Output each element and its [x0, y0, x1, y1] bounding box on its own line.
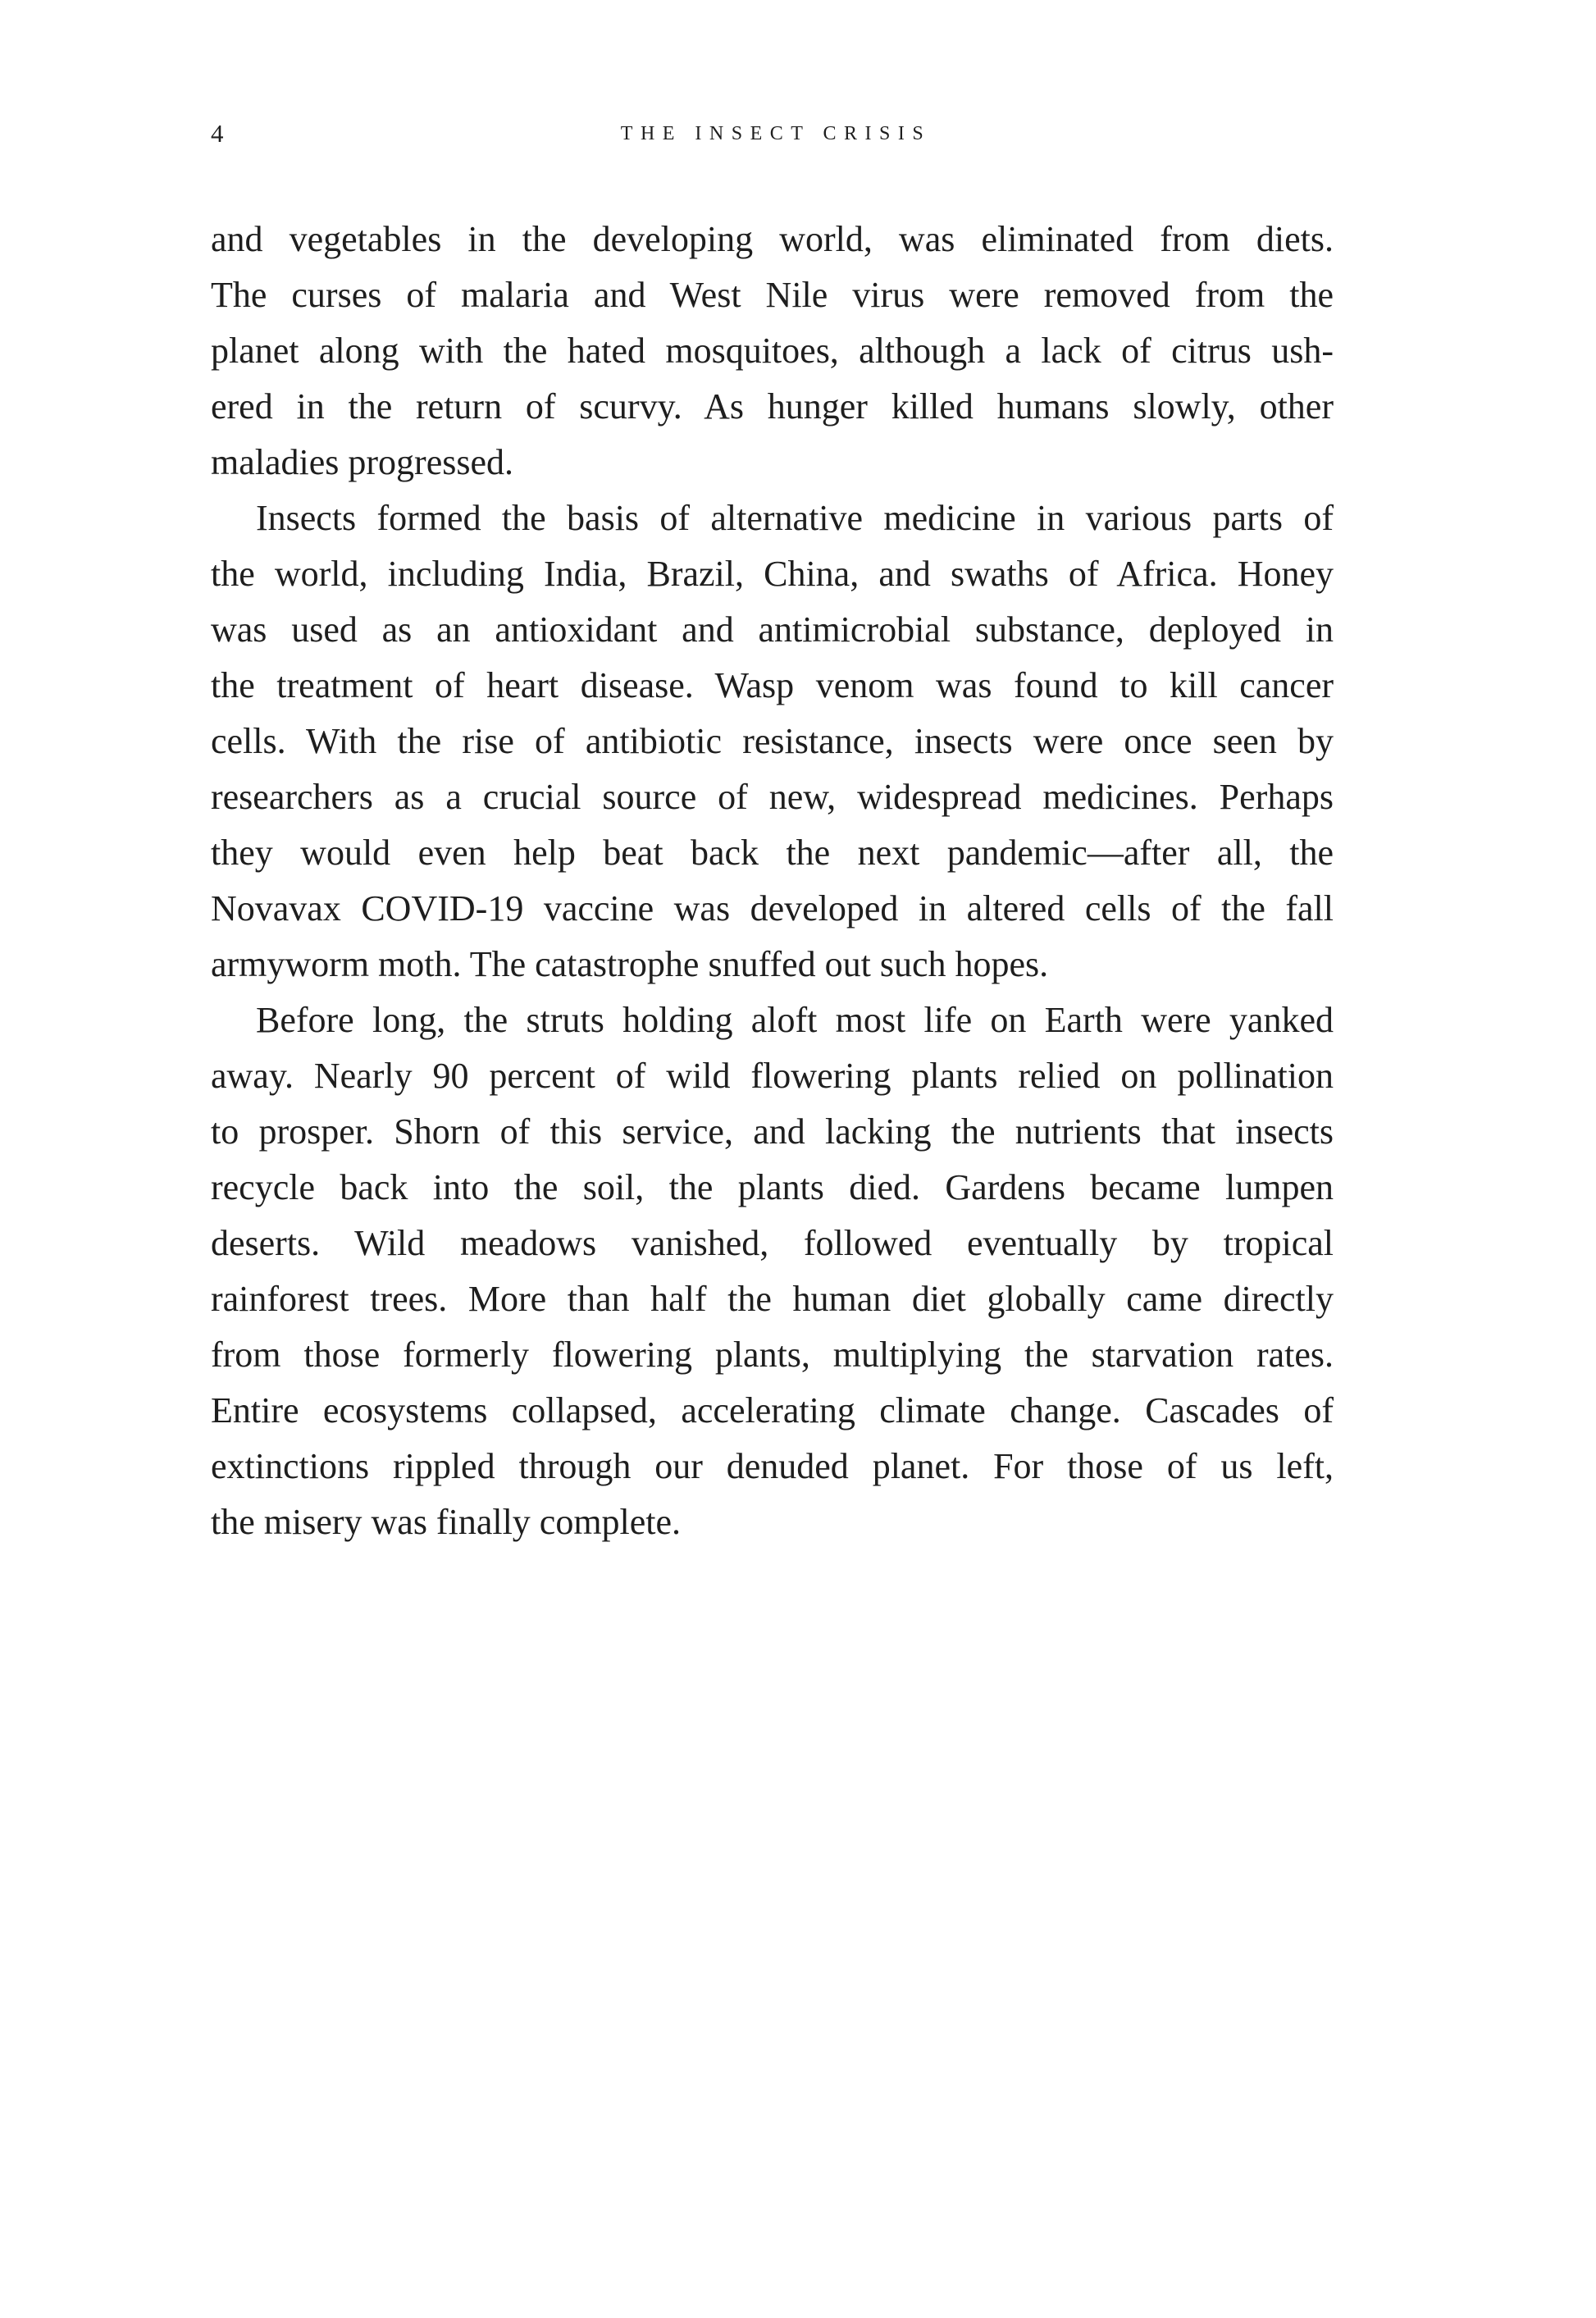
text-line: from those formerly flowering plants, multiplying the starvation rates.	[211, 1335, 1334, 1375]
paragraph-3	[211, 992, 1334, 1550]
text-line: to prosper. Shorn of this service, and lacking the nutrients that insects	[211, 1111, 1334, 1152]
text-line: ered in the return of scurvy. As hunger killed humans slowly, other	[211, 386, 1334, 427]
text-line: they would even help beat back the next pandemic—after all, the	[211, 833, 1334, 873]
body-text	[211, 212, 1334, 1550]
text-line: the misery was finally complete.	[211, 1502, 682, 1542]
text-line: the world, including India, Brazil, China, and swaths of Africa. Honey	[211, 554, 1334, 594]
text-line: rainforest trees. More than half the human diet globally came directly	[211, 1279, 1334, 1319]
text-line: Insects formed the basis of alternative medicine in various parts of	[256, 498, 1334, 538]
text-line: The curses of malaria and West Nile virus were removed from the	[211, 275, 1334, 315]
text-line: Entire ecosystems collapsed, accelerating climate change. Cascades of	[211, 1390, 1334, 1430]
text-line: researchers as a crucial source of new, widespread medicines. Perhaps	[211, 777, 1334, 817]
page-number: 4	[211, 119, 224, 148]
text-line: away. Nearly 90 percent of wild flowering plants relied on pollination	[211, 1056, 1334, 1096]
text-line: was used as an antioxidant and antimicrobial substance, deployed in	[211, 609, 1334, 650]
text-line: and vegetables in the developing world, was eliminated from diets.	[211, 219, 1334, 259]
text-line: Novavax COVID-19 vaccine was developed in altered cells of the fall	[211, 888, 1334, 929]
text-line: deserts. Wild meadows vanished, followed eventually by tropical	[211, 1223, 1334, 1263]
text-line: extinctions rippled through our denuded planet. For those of us left,	[211, 1446, 1334, 1486]
text-line: maladies progressed.	[211, 442, 513, 482]
running-head	[211, 120, 1334, 148]
text-line: recycle back into the soil, the plants died. Gardens became lumpen	[211, 1167, 1334, 1207]
text-line: the treatment of heart disease. Wasp venom was found to kill cancer	[211, 665, 1334, 705]
paragraph-2	[211, 491, 1334, 992]
running-title: THE INSECT CRISIS	[620, 123, 932, 144]
paragraph-1	[211, 212, 1334, 491]
text-line: Before long, the struts holding aloft most life on Earth were yanked	[256, 1000, 1334, 1040]
text-line: cells. With the rise of antibiotic resistance, insects were once seen by	[211, 721, 1334, 761]
text-line: armyworm moth. The catastrophe snuffed out such hopes.	[211, 944, 1049, 984]
text-line: planet along with the hated mosquitoes, although a lack of citrus ush-	[211, 331, 1334, 371]
